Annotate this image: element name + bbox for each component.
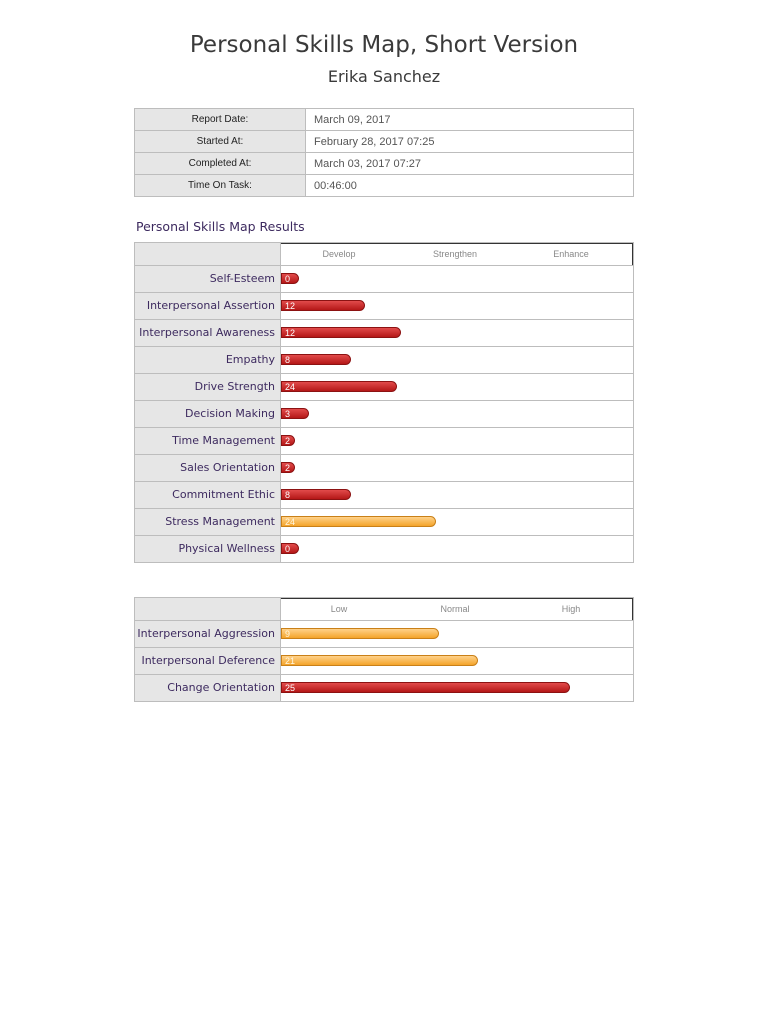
- score-value: 0: [285, 544, 291, 554]
- header-blank-cell: [135, 243, 281, 265]
- zone-labels: [281, 243, 633, 265]
- chart-row: [135, 454, 633, 481]
- info-row: [135, 131, 634, 153]
- report-info-table: [134, 108, 634, 197]
- category-label: Interpersonal Aggression: [135, 621, 281, 647]
- score-value: 24: [285, 517, 296, 527]
- bar-track: [281, 401, 633, 427]
- chart-row: [135, 481, 633, 508]
- score-bar: [281, 327, 401, 338]
- chart-row: [135, 535, 633, 562]
- header-blank-cell: [135, 598, 281, 620]
- info-row: [135, 175, 634, 197]
- chart-row: [135, 373, 633, 400]
- skills-results-chart: [134, 242, 634, 563]
- bar-track: [281, 455, 633, 481]
- chart-row: [135, 292, 633, 319]
- zone-label: Enhance: [553, 249, 589, 259]
- bar-track: [281, 621, 633, 647]
- score-bar: [281, 300, 365, 311]
- category-label: Interpersonal Assertion: [135, 293, 281, 319]
- category-label: Sales Orientation: [135, 455, 281, 481]
- bar-track: [281, 374, 633, 400]
- score-bar: [281, 354, 351, 365]
- score-bar: [281, 655, 478, 666]
- chart-row: [135, 319, 633, 346]
- category-label: Physical Wellness: [135, 536, 281, 562]
- chart-row: [135, 620, 633, 647]
- score-value: 12: [285, 328, 296, 338]
- category-label: Stress Management: [135, 509, 281, 535]
- score-bar: [281, 273, 299, 284]
- chart-row: [135, 508, 633, 535]
- category-label: Decision Making: [135, 401, 281, 427]
- chart-row: [135, 400, 633, 427]
- score-value: 2: [285, 436, 291, 446]
- info-value: March 09, 2017: [306, 109, 634, 131]
- score-bar: [281, 381, 397, 392]
- bar-track: [281, 509, 633, 535]
- chart-row: [135, 427, 633, 454]
- bar-track: [281, 428, 633, 454]
- info-value: March 03, 2017 07:27: [306, 153, 634, 175]
- score-value: 21: [285, 656, 296, 666]
- zone-label: High: [561, 604, 581, 614]
- bar-track: [281, 320, 633, 346]
- score-value: 0: [285, 274, 291, 284]
- score-bar: [281, 462, 295, 473]
- chart-row: [135, 346, 633, 373]
- info-label: Time On Task:: [135, 175, 306, 197]
- category-label: Drive Strength: [135, 374, 281, 400]
- bar-track: [281, 675, 633, 701]
- info-value: February 28, 2017 07:25: [306, 131, 634, 153]
- zone-labels: [281, 598, 633, 620]
- chart-row: [135, 265, 633, 292]
- bar-track: [281, 266, 633, 292]
- zone-label: Low: [330, 604, 348, 614]
- category-label: Empathy: [135, 347, 281, 373]
- score-bar: [281, 682, 570, 693]
- score-value: 8: [285, 490, 291, 500]
- info-row: [135, 153, 634, 175]
- score-value: 8: [285, 355, 291, 365]
- chart-header: [135, 598, 633, 620]
- zone-label: Develop: [322, 249, 356, 259]
- score-value: 2: [285, 463, 291, 473]
- chart-row: [135, 674, 633, 701]
- info-value: 00:46:00: [306, 175, 634, 197]
- bar-track: [281, 648, 633, 674]
- score-value: 12: [285, 301, 296, 311]
- info-label: Report Date:: [135, 109, 306, 131]
- score-bar: [281, 543, 299, 554]
- bar-track: [281, 482, 633, 508]
- orientation-results-chart: [134, 597, 634, 702]
- bar-track: [281, 347, 633, 373]
- category-label: Commitment Ethic: [135, 482, 281, 508]
- score-value: 9: [285, 629, 291, 639]
- score-value: 24: [285, 382, 296, 392]
- info-label: Completed At:: [135, 153, 306, 175]
- info-row: [135, 109, 634, 131]
- report-title: Personal Skills Map, Short Version: [189, 32, 579, 58]
- score-bar: [281, 408, 309, 419]
- category-label: Time Management: [135, 428, 281, 454]
- zone-label: Normal: [440, 604, 470, 614]
- score-value: 25: [285, 683, 296, 693]
- score-bar: [281, 489, 351, 500]
- score-bar: [281, 628, 439, 639]
- zone-label: Strengthen: [432, 249, 478, 259]
- chart-header: [135, 243, 633, 265]
- category-label: Change Orientation: [135, 675, 281, 701]
- results-section-title: Personal Skills Map Results: [136, 219, 305, 234]
- score-bar: [281, 435, 295, 446]
- score-value: 3: [285, 409, 291, 419]
- category-label: Self-Esteem: [135, 266, 281, 292]
- chart-row: [135, 647, 633, 674]
- info-label: Started At:: [135, 131, 306, 153]
- bar-track: [281, 536, 633, 562]
- category-label: Interpersonal Awareness: [135, 320, 281, 346]
- category-label: Interpersonal Deference: [135, 648, 281, 674]
- score-bar: [281, 516, 436, 527]
- person-name: Erika Sanchez: [327, 67, 441, 86]
- bar-track: [281, 293, 633, 319]
